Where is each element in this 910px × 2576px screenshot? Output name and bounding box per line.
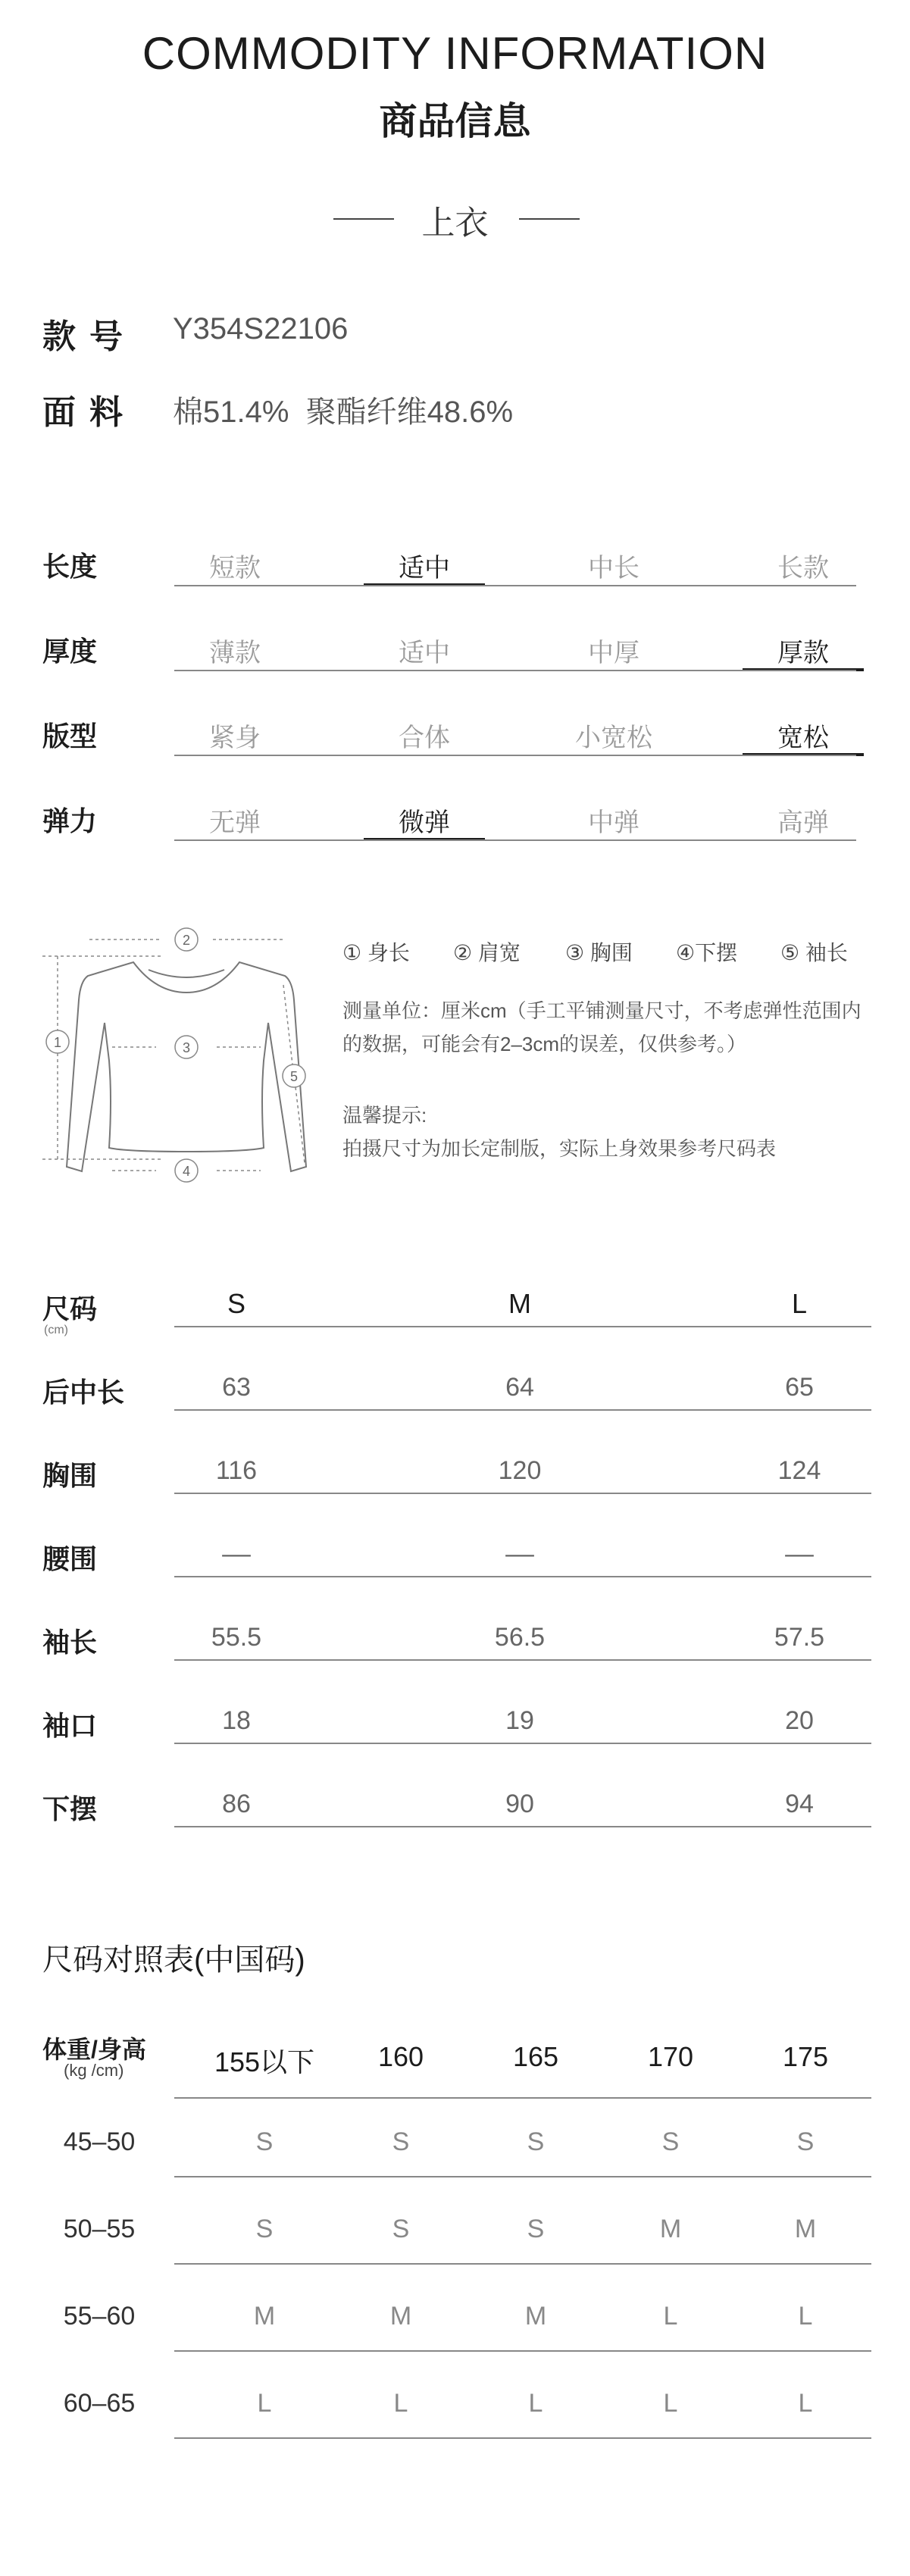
height-header: 155以下 <box>214 2046 315 2077</box>
size-table-cell: 56.5 <box>494 1623 546 1652</box>
attribute-option: 微弹 <box>399 808 450 837</box>
shirt-outline <box>67 962 306 1171</box>
attribute-option: 合体 <box>399 724 450 752</box>
size-table-divider <box>174 1493 871 1494</box>
attribute-divider <box>174 755 856 756</box>
attribute-option: 宽松 <box>777 724 829 752</box>
size-table-cell: 124 <box>777 1456 821 1485</box>
attribute-option: 无弹 <box>209 808 261 837</box>
size-header: L <box>791 1288 808 1319</box>
style-value: Y354S22106 <box>173 312 349 345</box>
ref-table-cell: S <box>527 2215 545 2243</box>
size-table-cell: –– <box>785 1540 814 1568</box>
size-table-cell: 90 <box>505 1790 534 1818</box>
shirt-neck <box>149 970 224 977</box>
ref-table-cell: L <box>257 2389 272 2418</box>
section-header <box>0 195 910 241</box>
attribute-option: 长款 <box>777 554 829 583</box>
ref-table-cell: L <box>663 2389 678 2418</box>
size-table-cell: 18 <box>222 1706 251 1735</box>
ref-table-divider <box>174 2437 871 2439</box>
unit-note-line2: 的数据，可能会有2–3cm的误差，仅供参考。） <box>342 1033 747 1055</box>
size-header: M <box>508 1288 531 1319</box>
size-table-divider <box>174 1743 871 1744</box>
size-header: S <box>227 1288 245 1319</box>
ref-table-divider <box>174 2263 871 2265</box>
size-table-cell: 120 <box>498 1456 542 1485</box>
attribute-option: 薄款 <box>209 639 261 667</box>
fabric-label: 面料 <box>42 394 136 431</box>
size-table-cell: 20 <box>785 1706 814 1735</box>
attribute-option: 紧身 <box>209 724 261 752</box>
size-table-divider <box>174 1409 871 1411</box>
height-header: 165 <box>512 2041 559 2072</box>
mark-2-label: 2 <box>182 933 191 948</box>
title-cn: 商品信息 <box>379 100 531 142</box>
mark-5-label: 5 <box>289 1069 299 1084</box>
attribute-option: 小宽松 <box>575 724 652 752</box>
ref-table-cell: S <box>527 2127 545 2156</box>
ref-table-cell: L <box>663 2302 678 2331</box>
attribute-label: 版型 <box>42 721 98 752</box>
ref-table-cell: S <box>255 2127 274 2156</box>
attribute-option: 适中 <box>399 554 450 583</box>
attribute-label: 长度 <box>42 551 98 582</box>
sleeve-arrow-top <box>283 985 292 1064</box>
height-header: 170 <box>647 2041 694 2072</box>
fabric-value: 棉51.4% 聚酯纤维48.6% <box>173 395 514 429</box>
legend-hem: ④下摆 <box>676 941 738 964</box>
ref-table-cell: L <box>798 2389 813 2418</box>
ref-table-cell: M <box>524 2302 547 2331</box>
size-row-label: 腰围 <box>42 1543 98 1574</box>
title-en: COMMODITY INFORMATION <box>142 28 768 79</box>
ref-table-cell: L <box>393 2389 408 2418</box>
size-table-cell: 19 <box>505 1706 534 1735</box>
attribute-option: 厚款 <box>777 639 829 667</box>
size-row-label: 袖口 <box>42 1710 98 1741</box>
ref-table-cell: S <box>392 2127 410 2156</box>
size-table-cell: 57.5 <box>774 1623 825 1652</box>
size-table-cell: –– <box>222 1540 251 1568</box>
ref-table-title: 尺码对照表(中国码) <box>42 1943 305 1977</box>
weight-label: 55–60 <box>63 2302 136 2331</box>
legend-sleeve: ⑤ 袖长 <box>780 941 848 964</box>
ref-table-cell: M <box>659 2215 682 2243</box>
size-row-label: 后中长 <box>42 1377 125 1408</box>
height-header: 175 <box>782 2041 829 2072</box>
size-table-cell: 65 <box>785 1373 814 1402</box>
attribute-option: 中长 <box>588 554 640 583</box>
size-table-divider <box>174 1826 871 1827</box>
weight-label: 60–65 <box>63 2389 136 2418</box>
garment-diagram <box>42 909 315 1197</box>
attribute-option: 短款 <box>209 554 261 583</box>
size-table-cell: 116 <box>215 1456 258 1485</box>
unit-note-line1: 测量单位：厘米cm（手工平铺测量尺寸，不考虑弹性范围内 <box>342 999 862 1022</box>
size-table-cell: 64 <box>505 1373 534 1402</box>
ref-table-divider <box>174 2176 871 2177</box>
size-table-divider <box>174 1659 871 1661</box>
height-header: 160 <box>377 2041 424 2072</box>
weight-label: 50–55 <box>63 2215 136 2243</box>
legend-shoulder: ② 肩宽 <box>453 941 521 964</box>
tip-title: 温馨提示: <box>342 1104 427 1127</box>
weight-label: 45–50 <box>63 2127 136 2156</box>
ref-table-label: 体重/身高 <box>42 2036 146 2063</box>
attribute-divider <box>174 585 856 586</box>
attribute-label: 厚度 <box>42 636 98 667</box>
size-header-label: 尺码 <box>42 1293 98 1324</box>
legend-length: ① 身长 <box>342 941 410 964</box>
size-table-cell: 55.5 <box>211 1623 262 1652</box>
size-table-divider <box>174 1326 871 1327</box>
ref-table-unit: (kg /cm) <box>64 2061 124 2080</box>
attribute-divider <box>174 670 856 671</box>
size-table-cell: 63 <box>222 1373 251 1402</box>
size-table-cell: –– <box>505 1540 534 1568</box>
size-table-cell: 94 <box>785 1790 814 1818</box>
attribute-label: 弹力 <box>42 805 98 836</box>
size-table-cell: 86 <box>222 1790 251 1818</box>
attribute-option: 中厚 <box>588 639 640 667</box>
attribute-option: 适中 <box>399 639 450 667</box>
ref-table-cell: S <box>796 2127 815 2156</box>
section-line-right <box>519 218 580 220</box>
ref-table-cell: L <box>528 2389 543 2418</box>
ref-table-divider <box>174 2097 871 2099</box>
ref-table-cell: S <box>661 2127 680 2156</box>
attribute-divider <box>174 839 856 841</box>
size-unit: (cm) <box>44 1324 68 1336</box>
section-title: 上衣 <box>421 205 489 242</box>
tip-text: 拍摄尺寸为加长定制版，实际上身效果参考尺码表 <box>342 1137 777 1160</box>
size-row-label: 袖长 <box>42 1627 98 1658</box>
style-label: 款号 <box>42 318 136 355</box>
mark-1-label: 1 <box>53 1035 62 1050</box>
ref-table-cell: L <box>798 2302 813 2331</box>
size-table-divider <box>174 1576 871 1577</box>
ref-table-cell: M <box>253 2302 276 2331</box>
legend-chest: ③ 胸围 <box>565 941 633 964</box>
attribute-option: 高弹 <box>777 808 829 837</box>
mark-3-label: 3 <box>182 1040 191 1055</box>
ref-table-cell: S <box>392 2215 410 2243</box>
ref-table-cell: M <box>794 2215 817 2243</box>
ref-table-cell: M <box>389 2302 412 2331</box>
attribute-option: 中弹 <box>588 808 640 837</box>
ref-table-cell: S <box>255 2215 274 2243</box>
size-row-label: 胸围 <box>42 1460 98 1491</box>
size-row-label: 下摆 <box>42 1793 98 1824</box>
ref-table-divider <box>174 2350 871 2352</box>
mark-4-label: 4 <box>182 1164 191 1179</box>
